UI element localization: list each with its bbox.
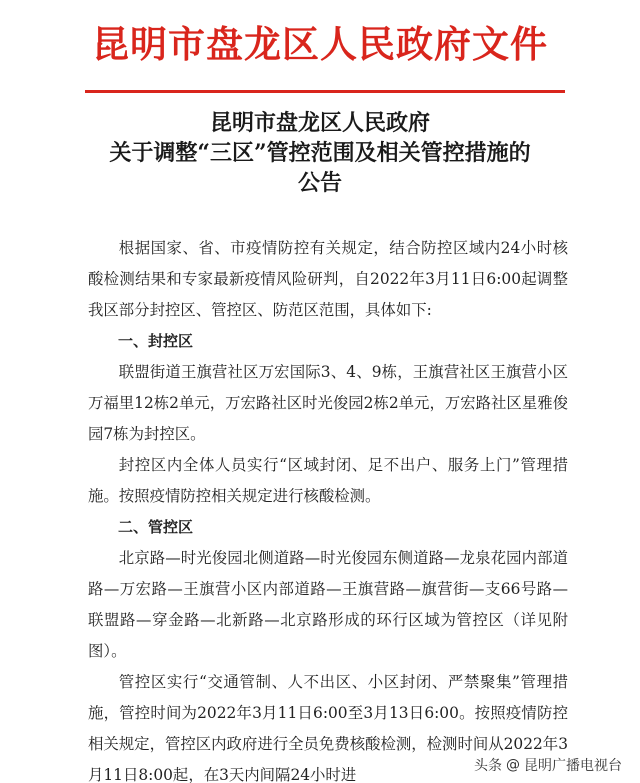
section-2-heading: 二、管控区: [118, 518, 194, 536]
section-2-paragraph-2: 管控区实行“交通管制、人不出区、小区封闭、严禁聚集”管理措施，管控时间为2022年3月11日6:00至3月13日6:00。按照疫情防控相关规定，管控区内政府进行全员免费核酸检测，检测时间从2022年3月11日8:00起，在3天内间隔24小时进: [88, 673, 568, 783]
section-2-paragraph-1: 北京路—时光俊园北侧道路—时光俊园东侧道路—龙泉花园内部道路—万宏路—王旗营小区内部道路—王旗营路—旗营街—支66号路—联盟路—穿金路—北新路—北京路形成的环行区域为管控区（详见附图）。: [88, 549, 568, 660]
title-line-1: 昆明市盘龙区人民政府: [209, 110, 430, 136]
section-1-heading: 一、封控区: [118, 332, 194, 350]
watermark-platform: 头条: [474, 758, 502, 774]
red-divider-line: [85, 90, 565, 93]
section-1-paragraph-2: 封控区内全体人员实行“区域封闭、足不出户、服务上门”管理措施。按照疫情防控相关规定进行核酸检测。: [88, 456, 568, 505]
title-line-3: 公告: [297, 170, 342, 196]
announcement-title: [0, 108, 640, 198]
title-line-2: 关于调整“三区”管控范围及相关管控措施的: [109, 140, 531, 166]
document-header-title: 昆明市盘龙区人民政府文件: [92, 22, 548, 66]
announcement-body: [88, 233, 568, 783]
watermark-account: 昆明广播电视台: [524, 758, 622, 774]
source-watermark: [468, 753, 628, 777]
intro-paragraph: 根据国家、省、市疫情防控有关规定，结合防控区域内24小时核酸检测结果和专家最新疫情风险研判，自2022年3月11日6:00起调整我区部分封控区、管控区、防范区范围，具体如下:: [88, 239, 568, 319]
section-1-paragraph-1: 联盟街道王旗营社区万宏国际3、4、9栋，王旗营社区王旗营小区万福里12栋2单元，万宏路社区时光俊园2栋2单元，万宏路社区星雅俊园7栋为封控区。: [88, 363, 568, 443]
watermark-at-sign: @: [506, 757, 520, 773]
